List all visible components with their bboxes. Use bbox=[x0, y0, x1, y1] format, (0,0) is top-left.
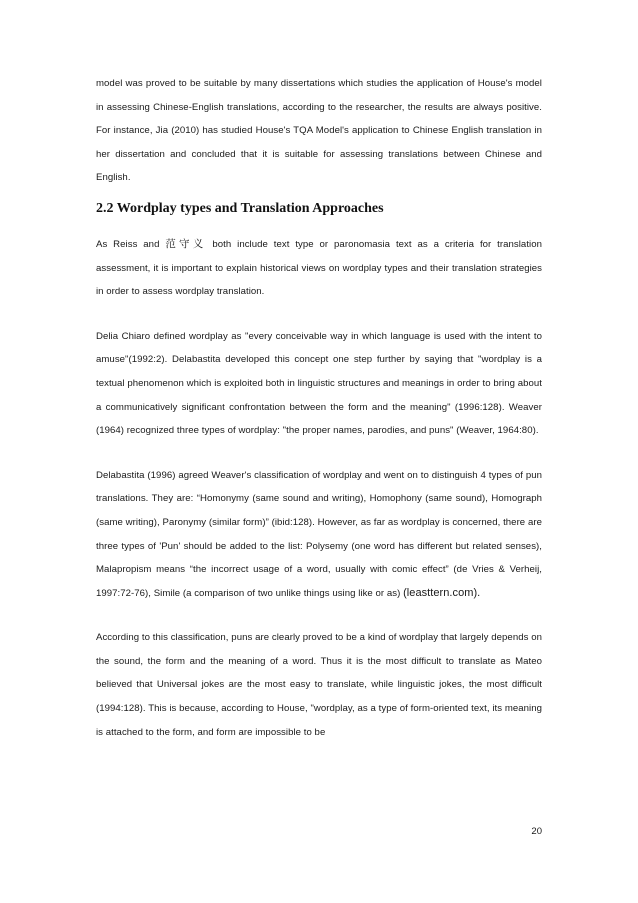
chinese-author-name: 范守义 bbox=[165, 237, 207, 250]
paragraph-chiaro: Delia Chiaro defined wordplay as "every conceivable way in which language is used with the intent to amuse"(1992:2). Delabastita developed this concept one step further by saying that "wordplay is a textual phenomenon which is exploited both in linguistic structures and meanings in order to bring about a communicatively significant confrontation between the form and the meaning" (1996:128). Weaver (1964) recognized three types of wordplay: "the proper names, parodies, and puns" (Weaver, 1964:80). bbox=[96, 330, 542, 437]
page-body bbox=[96, 72, 542, 744]
paragraph-reiss-text-start: As Reiss and bbox=[96, 238, 166, 250]
paragraph-delabastita-text: Delabastita (1996) agreed Weaver's classification of wordplay and went on to distinguish 4 types of pun translations. They are: “Homonymy (same sound and writing), Homophony (same sound), Homograph (same writing), Paronymy (similar form)” (ibid:128). However, as far as wordplay is concerned, there are three types of 'Pun' should be added to the list: Polysemy (one word has different but related senses), Malapropism means “the incorrect usage of a word, usually with comic effect” (de Vries & Verheij, 1997:72-76), Simile (a comparison of two unlike things using like or as) bbox=[96, 469, 542, 599]
paragraph-classification: According to this classification, puns are clearly proved to be a kind of wordplay that largely depends on the sound, the form and the meaning of a word. Thus it is the most difficult to translate as Mateo believed that Universal jokes are the most easy to translate, while linguistic jokes, the most difficult (1994:128). This is because, according to House, "wordplay, as a type of form-oriented text, its meaning is attached to the form, and form are impossible to be bbox=[96, 632, 542, 738]
website-citation: (leasttern.com). bbox=[403, 586, 481, 599]
paragraph-reiss-text-end: both include text type or paronomasia text as a criteria for translation assessment, it is important to explain historical views on wordplay types and their translation strategies in order to assess wordplay translation. bbox=[96, 238, 542, 298]
page-number: 20 bbox=[531, 826, 542, 837]
paragraph-delabastita bbox=[96, 464, 542, 606]
section-heading: 2.2 Wordplay types and Translation Approaches bbox=[96, 200, 384, 216]
intro-paragraph: model was proved to be suitable by many dissertations which studies the application of House's model in assessing Chinese-English translations, according to the researcher, the results are always positive. For instance, Jia (2010) has studied House's TQA Model's application to Chinese English translation in her dissertation and concluded that it is suitable for assessing translations between Chinese and English. bbox=[96, 78, 542, 184]
paragraph-reiss bbox=[96, 233, 542, 304]
